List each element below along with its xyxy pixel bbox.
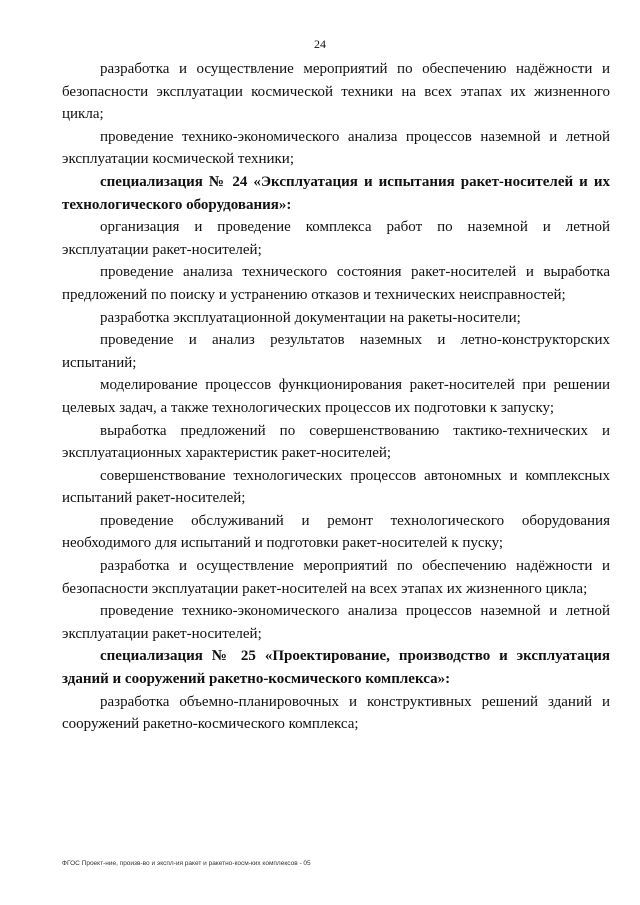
paragraph: разработка объемно-планировочных и конструктивных решений зданий и сооружений ракетно-космического комплекса; [62,693,610,733]
document-body [62,58,610,736]
paragraph: проведение технико-экономического анализа процессов наземной и летной эксплуатации ракет-носителей; [62,603,610,642]
paragraph: проведение обслуживаний и ремонт технологического оборудования необходимого для испытаний и подготовки ракет-носителей к пуску; [62,512,610,552]
paragraph: разработка эксплуатационной документации на ракеты-носители; [100,309,521,326]
specialization-heading: специализация № 24 «Эксплуатация и испытания ракет-носителей и их технологического оборудования»: [62,173,610,213]
paragraph: разработка и осуществление мероприятий по обеспечению надёжности и безопасности эксплуатации космической техники на всех этапах их жизненного цикла; [62,61,610,123]
paragraph: выработка предложений по совершенствованию тактико-технических и эксплуатационных характеристик ракет-носителей; [62,422,610,462]
paragraph: проведение и анализ результатов наземных и летно-конструкторских испытаний; [62,332,610,371]
paragraph: разработка и осуществление мероприятий по обеспечению надёжности и безопасности эксплуатации ракет-носителей на всех этапах их жизненного цикла; [62,558,610,597]
paragraph: моделирование процессов функционирования ракет-носителей при решении целевых задач, а также технологических процессов их подготовки к запуску; [62,377,610,416]
page-number: 24 [314,37,326,51]
page-footer: ФГОС Проект-ние, произв-во и экспл-ия ракет и ракетно-косм-ких комплексов - 05 [62,860,311,867]
paragraph: проведение анализа технического состояния ракет-носителей и выработка предложений по поиску и устранению отказов и технических неисправностей; [62,264,610,303]
paragraph: организация и проведение комплекса работ по наземной и летной эксплуатации ракет-носителей; [62,219,610,258]
specialization-heading: специализация № 25 «Проектирование, производство и эксплуатация зданий и сооружений ракетно-космического комплекса»: [62,648,610,688]
paragraph: совершенствование технологических процессов автономных и комплексных испытаний ракет-носителей; [62,467,610,507]
paragraph: проведение технико-экономического анализа процессов наземной и летной эксплуатации космической техники; [62,128,610,168]
